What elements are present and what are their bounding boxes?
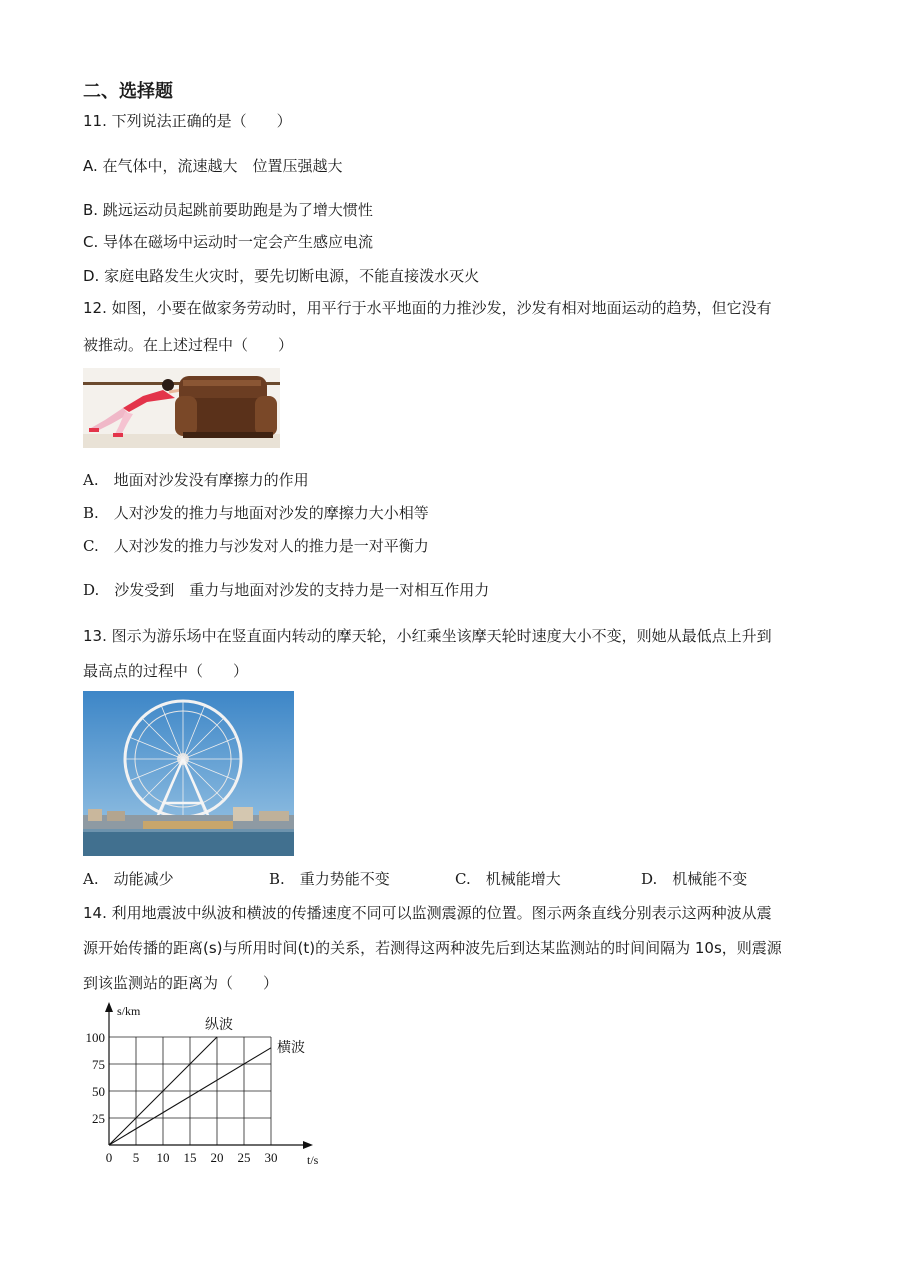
q11-option-a: A. 在气体中，流速越大 位置压强越大 (83, 157, 343, 175)
y-tick-label: 100 (85, 1030, 105, 1045)
q13-option-c: C. 机械能增大 (455, 870, 561, 888)
q13-option-a: A. 动能减少 (83, 870, 174, 888)
chart-labels (86, 1004, 319, 1167)
q12-stem-line2: 被推动。在上述过程中（ ） (83, 336, 294, 354)
series-label-1: 纵波 (205, 1017, 233, 1033)
x-tick-label: 30 (264, 1150, 278, 1165)
q12-option-b: B. 人对沙发的推力与地面对沙发的摩擦力大小相等 (83, 504, 429, 522)
q14-stem-line2: 源开始传播的距离(s)与所用时间(t)的关系，若测得这两种波先后到达某监测站的时间间隔为 10s，则震源 (83, 939, 782, 957)
sofa-push-image (83, 368, 280, 448)
y-tick-label: 25 (92, 1111, 105, 1126)
chart-grid (109, 1037, 271, 1145)
q14-stem-line1: 14. 利用地震波中纵波和横波的传播速度不同可以监测震源的位置。图示两条直线分别表示这两种波从震 (83, 904, 772, 922)
x-tick-label: 15 (183, 1150, 197, 1165)
y-tick-label: 50 (92, 1084, 105, 1099)
ferris-wheel-image (83, 691, 294, 856)
y-axis-arrow (105, 1002, 113, 1012)
section-title: 二、选择题 (83, 81, 173, 102)
x-tick-label: 25 (237, 1150, 251, 1165)
x-tick-label: 10 (156, 1150, 170, 1165)
q11-option-c: C. 导体在磁场中运动时一定会产生感应电流 (83, 233, 374, 251)
y-tick-label: 75 (92, 1057, 105, 1072)
q12-option-d: D. 沙发受到 重力与地面对沙发的支持力是一对相互作用力 (83, 581, 490, 599)
q12-option-a: A. 地面对沙发没有摩擦力的作用 (83, 471, 309, 489)
q13-option-d: D. 机械能不变 (641, 870, 748, 888)
q13-option-b: B. 重力势能不变 (269, 870, 390, 888)
q14-stem-line3: 到该监测站的距离为（ ） (83, 974, 279, 992)
x-axis-label: t/s (307, 1153, 319, 1167)
x-tick-label: 0 (105, 1150, 113, 1165)
y-axis-label: s/km (117, 1004, 141, 1018)
q11-stem: 11. 下列说法正确的是（ ） (83, 112, 292, 130)
q12-stem-line1: 12. 如图，小要在做家务劳动时，用平行于水平地面的力推沙发，沙发有相对地面运动的趋势，但它没有 (83, 299, 772, 317)
s-t-chart (75, 998, 335, 1173)
x-tick-label: 5 (132, 1150, 140, 1165)
q12-option-c: C. 人对沙发的推力与沙发对人的推力是一对平衡力 (83, 537, 429, 555)
series-label-2: 横波 (277, 1039, 305, 1056)
x-axis-arrow (303, 1141, 313, 1149)
q11-option-d: D. 家庭电路发生火灾时，要先切断电源，不能直接泼水灭火 (83, 267, 480, 285)
x-tick-label: 20 (210, 1150, 224, 1165)
q13-stem-line1: 13. 图示为游乐场中在竖直面内转动的摩天轮，小红乘坐该摩天轮时速度大小不变，则她从最低点上升到 (83, 627, 772, 645)
q13-stem-line2: 最高点的过程中（ ） (83, 662, 249, 680)
q11-option-b: B. 跳远运动员起跳前要助跑是为了增大惯性 (83, 201, 373, 219)
